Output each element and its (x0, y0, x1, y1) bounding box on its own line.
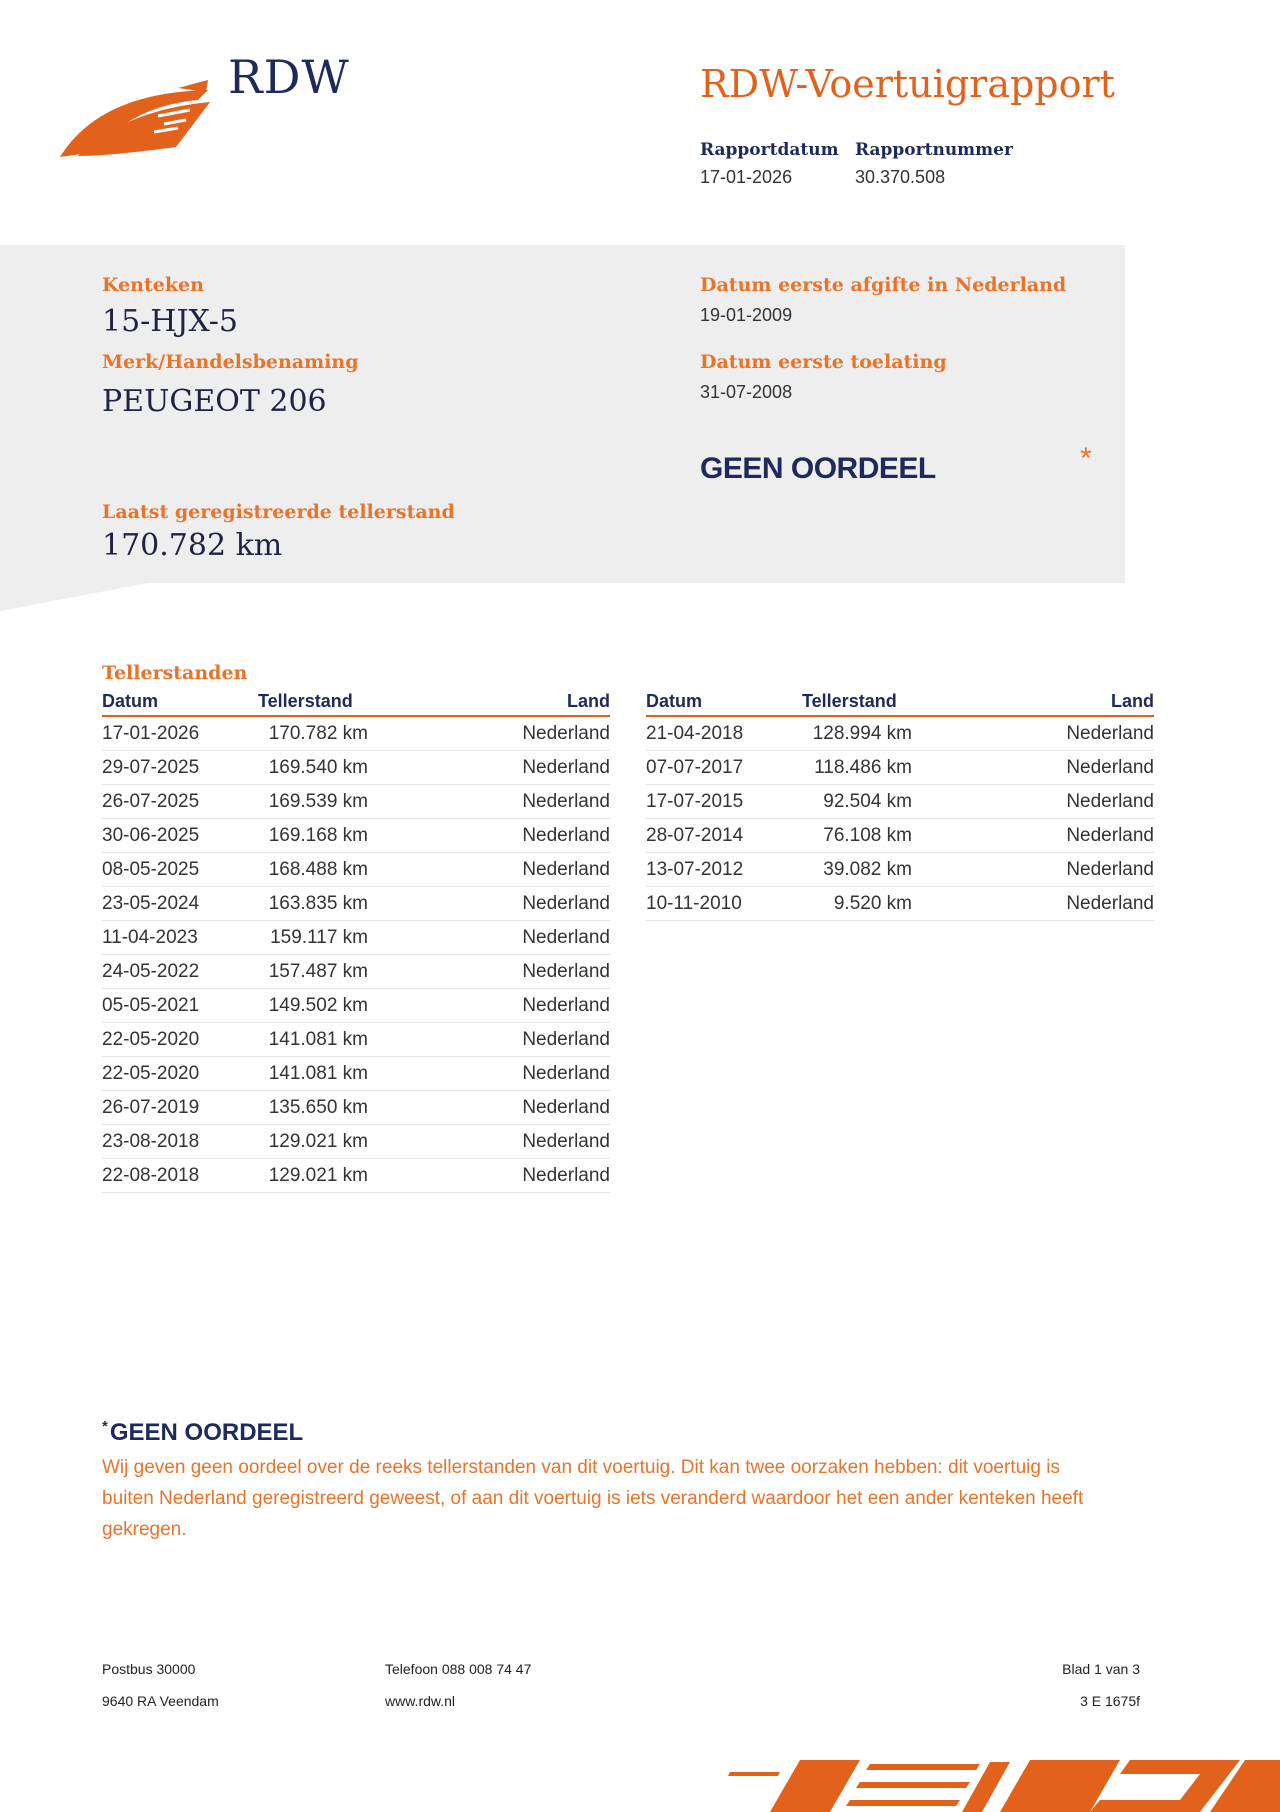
logo-wordmark: RDW (228, 50, 350, 104)
row-date: 08-05-2025 (102, 853, 258, 887)
row-km: 168.488 km (258, 853, 368, 887)
row-date: 24-05-2022 (102, 955, 258, 989)
row-km: 135.650 km (258, 1091, 368, 1125)
row-km: 92.504 km (802, 785, 912, 819)
odometer-table-left (102, 690, 610, 1193)
header-land: Land (368, 690, 610, 716)
row-date: 22-05-2020 (102, 1057, 258, 1091)
row-km: 129.021 km (258, 1159, 368, 1193)
table-row (102, 921, 610, 955)
row-land: Nederland (368, 1159, 610, 1193)
row-km: 9.520 km (802, 887, 912, 921)
row-km: 169.540 km (258, 751, 368, 785)
row-km: 159.117 km (258, 921, 368, 955)
row-land: Nederland (912, 785, 1154, 819)
row-date: 17-07-2015 (646, 785, 802, 819)
panel-tab-shape (0, 583, 148, 611)
toelating-value: 31-07-2008 (700, 382, 793, 402)
row-date: 26-07-2025 (102, 785, 258, 819)
row-land: Nederland (912, 853, 1154, 887)
table-row (646, 887, 1154, 921)
row-date: 30-06-2025 (102, 819, 258, 853)
row-land: Nederland (368, 921, 610, 955)
row-km: 141.081 km (258, 1057, 368, 1091)
table-row (102, 887, 610, 921)
table-header-row (646, 690, 1154, 716)
header-km: Tellerstand (802, 690, 912, 716)
row-land: Nederland (368, 785, 610, 819)
row-km: 169.168 km (258, 819, 368, 853)
kenteken-label: Kenteken (102, 274, 204, 296)
table-row (646, 819, 1154, 853)
merk-value: PEUGEOT 206 (102, 384, 327, 419)
table-header-row (102, 690, 610, 716)
row-land: Nederland (368, 989, 610, 1023)
row-land: Nederland (912, 751, 1154, 785)
row-land: Nederland (368, 955, 610, 989)
teller-label: Laatst geregistreerde tellerstand (102, 501, 455, 523)
header-date: Datum (646, 690, 802, 716)
table-row (102, 751, 610, 785)
row-date: 28-07-2014 (646, 819, 802, 853)
row-date: 11-04-2023 (102, 921, 258, 955)
table-row (102, 853, 610, 887)
teller-value: 170.782 km (102, 528, 283, 563)
table-row (102, 785, 610, 819)
row-land: Nederland (368, 853, 610, 887)
row-date: 23-08-2018 (102, 1125, 258, 1159)
table-row (102, 1125, 610, 1159)
footnote-title (102, 1418, 303, 1447)
footer-code: 3 E 1675f (1080, 1693, 1140, 1709)
table-row (646, 785, 1154, 819)
kenteken-value: 15-HJX-5 (102, 304, 239, 339)
row-land: Nederland (368, 716, 610, 751)
row-date: 10-11-2010 (646, 887, 802, 921)
footer-telefoon: Telefoon 088 008 74 47 (385, 1661, 532, 1677)
header-km: Tellerstand (258, 690, 368, 716)
row-km: 118.486 km (802, 751, 912, 785)
row-km: 128.994 km (802, 716, 912, 751)
odometer-title: Tellerstanden (102, 662, 248, 684)
footer-page: Blad 1 van 3 (1062, 1661, 1140, 1677)
header-date: Datum (102, 690, 258, 716)
rapportnummer-value: 30.370.508 (855, 167, 946, 187)
footer-address: 9640 RA Veendam (102, 1693, 219, 1709)
afgifte-value: 19-01-2009 (700, 305, 793, 325)
rapportdatum-label: Rapportdatum (700, 140, 839, 160)
verdict-text: GEEN OORDEEL (700, 452, 936, 485)
row-land: Nederland (368, 751, 610, 785)
footnote-star: * (102, 1418, 108, 1435)
row-date: 13-07-2012 (646, 853, 802, 887)
table-row (102, 989, 610, 1023)
row-date: 07-07-2017 (646, 751, 802, 785)
row-date: 21-04-2018 (646, 716, 802, 751)
merk-label: Merk/Handelsbenaming (102, 351, 359, 373)
row-land: Nederland (368, 1125, 610, 1159)
table-row (102, 819, 610, 853)
row-km: 157.487 km (258, 955, 368, 989)
row-date: 22-05-2020 (102, 1023, 258, 1057)
header-land: Land (912, 690, 1154, 716)
odometer-table-right (646, 690, 1154, 921)
table-row (102, 1023, 610, 1057)
row-km: 149.502 km (258, 989, 368, 1023)
footer-website: www.rdw.nl (385, 1693, 456, 1709)
row-land: Nederland (368, 1057, 610, 1091)
row-land: Nederland (912, 819, 1154, 853)
report-title: RDW-Voertuigrapport (700, 62, 1115, 106)
row-land: Nederland (368, 1091, 610, 1125)
rapportnummer-label: Rapportnummer (855, 140, 1013, 160)
row-km: 170.782 km (258, 716, 368, 751)
table-row (102, 1091, 610, 1125)
table-row (102, 716, 610, 751)
row-date: 23-05-2024 (102, 887, 258, 921)
row-date: 22-08-2018 (102, 1159, 258, 1193)
row-km: 39.082 km (802, 853, 912, 887)
rdw-stripes-decoration (720, 1742, 1280, 1812)
row-land: Nederland (368, 887, 610, 921)
table-row (102, 1057, 610, 1091)
table-row (646, 751, 1154, 785)
row-land: Nederland (368, 1023, 610, 1057)
row-date: 26-07-2019 (102, 1091, 258, 1125)
row-date: 05-05-2021 (102, 989, 258, 1023)
footnote-title-text: GEEN OORDEEL (109, 1419, 304, 1446)
row-km: 129.021 km (258, 1125, 368, 1159)
row-date: 17-01-2026 (102, 716, 258, 751)
table-row (102, 955, 610, 989)
row-km: 76.108 km (802, 819, 912, 853)
footer-postbus: Postbus 30000 (102, 1661, 196, 1677)
row-date: 29-07-2025 (102, 751, 258, 785)
footnote-text: Wij geven geen oordeel over de reeks tellerstanden van dit voertuig. Dit kan twee oorzaken hebben: dit voertuig is buiten Nederland geregistreerd geweest, of aan dit voertuig is iets veranderd waardoor het een ander kenteken heeft gekregen. (102, 1457, 1084, 1540)
toelating-label: Datum eerste toelating (700, 351, 947, 373)
rapportdatum-value: 17-01-2026 (700, 167, 793, 187)
row-km: 141.081 km (258, 1023, 368, 1057)
row-land: Nederland (912, 716, 1154, 751)
table-row (646, 853, 1154, 887)
row-km: 169.539 km (258, 785, 368, 819)
table-row (102, 1159, 610, 1193)
afgifte-label: Datum eerste afgifte in Nederland (700, 274, 1067, 296)
table-row (646, 716, 1154, 751)
row-land: Nederland (912, 887, 1154, 921)
row-km: 163.835 km (258, 887, 368, 921)
row-land: Nederland (368, 819, 610, 853)
verdict-asterisk: * (1080, 442, 1092, 475)
